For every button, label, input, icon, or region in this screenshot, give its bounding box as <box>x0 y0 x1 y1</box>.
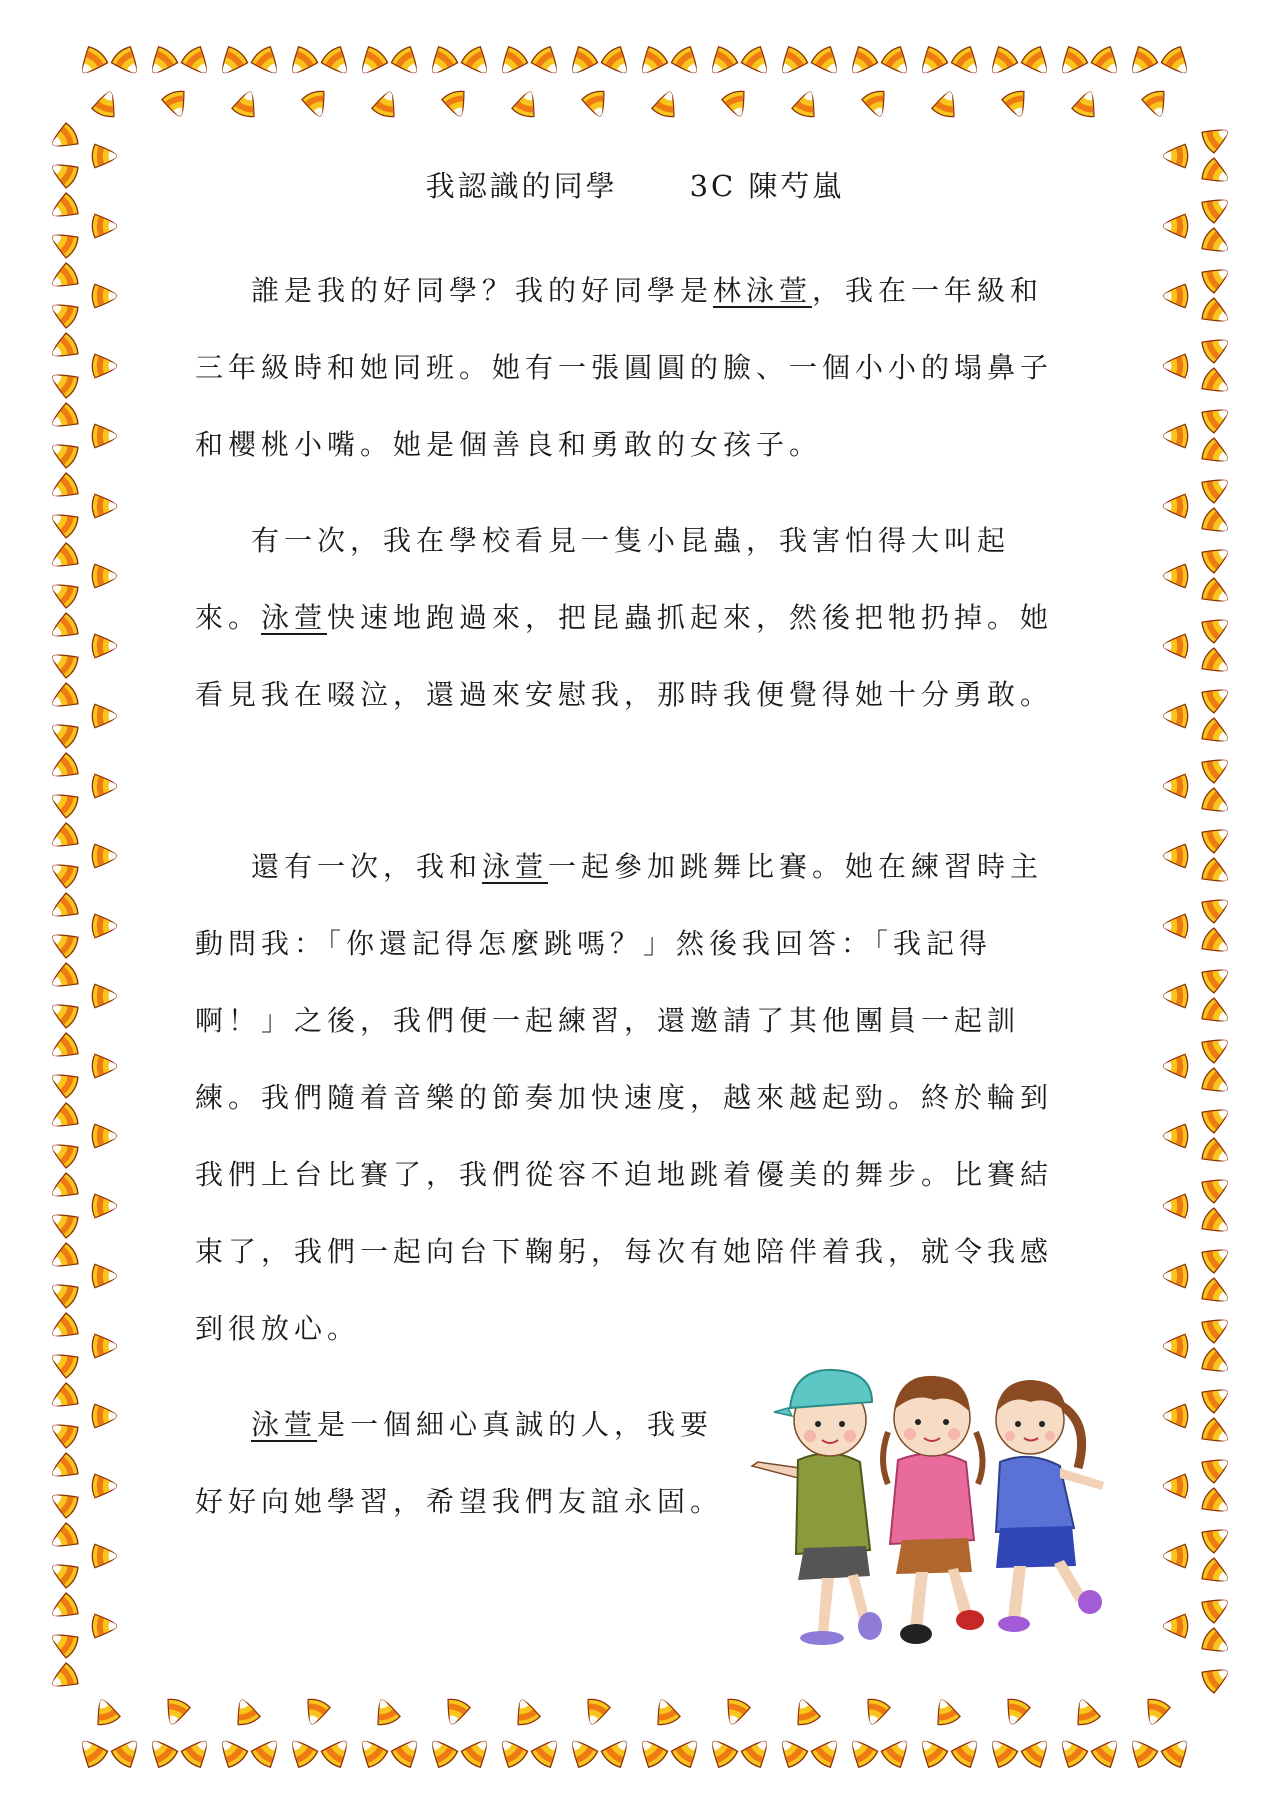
candy-corn-icon <box>47 682 80 715</box>
candy-corn-icon <box>1200 891 1233 924</box>
candy-corn-icon <box>1160 1734 1195 1770</box>
candy-corn-icon <box>92 914 116 937</box>
candy-corn-icon <box>92 354 116 377</box>
candy-corn-icon <box>91 1696 121 1727</box>
candy-corn-icon <box>47 542 80 575</box>
girl-with-ponytail <box>996 1380 1104 1632</box>
candy-corn-icon <box>92 774 116 797</box>
candy-corn-icon <box>92 1404 116 1427</box>
candy-corn-icon <box>1163 144 1187 167</box>
candy-corn-icon <box>1200 1627 1233 1660</box>
candy-corn-icon <box>92 1334 116 1357</box>
candy-corn-icon <box>704 45 739 81</box>
candy-corn-icon <box>1163 284 1187 307</box>
candy-corn-icon <box>47 1662 80 1695</box>
girl-with-braids <box>883 1376 984 1644</box>
essay-author: 3C 陳芍嵐 <box>689 169 845 203</box>
candy-corn-icon <box>1163 1124 1187 1147</box>
candy-corn-icon <box>1001 1697 1031 1728</box>
candy-corn-icon <box>1124 45 1159 81</box>
candy-corn-icon <box>47 122 80 155</box>
candy-corn-icon <box>47 892 80 925</box>
candy-corn-icon <box>1163 914 1187 937</box>
candy-corn-icon <box>670 45 705 81</box>
candy-corn-icon <box>161 89 191 120</box>
candy-corn-icon <box>1090 45 1125 81</box>
candy-corn-icon <box>1200 437 1233 470</box>
candy-corn-icon <box>1200 857 1233 890</box>
candy-corn-icon <box>47 1276 80 1309</box>
candy-corn-icon <box>47 402 80 435</box>
paragraph-text: 誰是我的好同學？我的好同學是 <box>251 274 714 307</box>
candy-corn-icon <box>1200 997 1233 1030</box>
candy-corn-icon <box>144 1734 179 1770</box>
candy-corn-icon <box>1200 1591 1233 1624</box>
candy-corn-icon <box>1200 297 1233 330</box>
candy-corn-icon <box>92 984 116 1007</box>
essay-title-line <box>195 169 1075 203</box>
candy-corn-icon <box>774 1734 809 1770</box>
candy-corn-icon <box>214 1734 249 1770</box>
candy-corn-icon <box>1200 471 1233 504</box>
candy-corn-icon <box>1200 1207 1233 1240</box>
underlined-name: 泳萱 <box>482 850 549 883</box>
candy-corn-icon <box>1200 611 1233 644</box>
candy-corn-icon <box>92 424 116 447</box>
candy-corn-icon <box>1200 157 1233 190</box>
candy-corn-icon <box>880 45 915 81</box>
candy-corn-icon <box>1200 1417 1233 1450</box>
candy-corn-icon <box>47 786 80 819</box>
candy-corn-icon <box>47 1556 80 1589</box>
candy-corn-icon <box>47 1242 80 1275</box>
candy-corn-icon <box>320 1734 355 1770</box>
candy-corn-icon <box>92 494 116 517</box>
candy-corn-icon <box>1163 704 1187 727</box>
candy-corn-icon <box>47 332 80 365</box>
underlined-name: 林泳萱 <box>713 274 813 307</box>
paragraph-text: 是一個細心真誠的人，我要好好向她學習，希望我們友誼永固。 <box>195 1408 724 1518</box>
candy-corn-icon <box>721 1697 751 1728</box>
candy-corn-icon <box>1163 494 1187 517</box>
candy-corn-icon <box>1200 577 1233 610</box>
candy-corn-icon <box>1200 1137 1233 1170</box>
candy-corn-icon <box>1200 681 1233 714</box>
candy-corn-icon <box>92 844 116 867</box>
candy-corn-icon <box>371 88 401 119</box>
candy-corn-icon <box>47 226 80 259</box>
candy-corn-icon <box>1200 331 1233 364</box>
paragraph-text: ，我在一年級和三年級時和她同班。她有一張圓圓的臉、一個小小的塌鼻子和櫻桃小嘴。她是個善良和勇敢的女孩子。 <box>195 274 1054 461</box>
candy-corn-icon <box>810 1734 845 1770</box>
candy-corn-icon <box>110 45 145 81</box>
candy-corn-icon <box>47 1312 80 1345</box>
candy-corn-icon <box>92 704 116 727</box>
candy-corn-icon <box>1200 401 1233 434</box>
candy-corn-icon <box>110 1734 145 1770</box>
candy-corn-icon <box>284 45 319 81</box>
candy-corn-icon <box>47 1416 80 1449</box>
candy-corn-icon <box>47 506 80 539</box>
candy-corn-icon <box>564 45 599 81</box>
candy-corn-icon <box>581 89 611 120</box>
candy-corn-icon <box>704 1734 739 1770</box>
candy-corn-icon <box>74 45 109 81</box>
candy-corn-icon <box>600 45 635 81</box>
candy-corn-icon <box>1163 214 1187 237</box>
candy-corn-icon <box>47 716 80 749</box>
candy-corn-icon <box>1200 191 1233 224</box>
candy-corn-icon <box>47 1346 80 1379</box>
candy-corn-icon <box>47 1486 80 1519</box>
candy-corn-icon <box>1163 774 1187 797</box>
candy-corn-icon <box>47 1172 80 1205</box>
candy-corn-icon <box>1200 121 1233 154</box>
candy-corn-icon <box>47 1592 80 1625</box>
candy-corn-icon <box>1200 927 1233 960</box>
candy-corn-icon <box>1200 1661 1233 1694</box>
candy-corn-icon <box>1163 564 1187 587</box>
candy-corn-icon <box>161 1697 191 1728</box>
candy-corn-icon <box>1071 1696 1101 1727</box>
candy-corn-icon <box>47 996 80 1029</box>
candy-corn-icon <box>600 1734 635 1770</box>
candy-corn-icon <box>1163 424 1187 447</box>
candy-corn-icon <box>92 214 116 237</box>
candy-corn-icon <box>47 1382 80 1415</box>
candy-corn-icon <box>1200 1277 1233 1310</box>
candy-corn-icon <box>791 1696 821 1727</box>
candy-corn-icon <box>92 1054 116 1077</box>
candy-corn-icon <box>1141 89 1171 120</box>
candy-corn-icon <box>914 45 949 81</box>
candy-corn-icon <box>354 45 389 81</box>
candy-corn-icon <box>880 1734 915 1770</box>
paragraph-1 <box>195 252 1065 483</box>
candy-corn-icon <box>92 564 116 587</box>
candy-corn-icon <box>530 1734 565 1770</box>
candy-corn-icon <box>1020 45 1055 81</box>
candy-corn-icon <box>1200 961 1233 994</box>
paragraph-3 <box>195 828 1065 1367</box>
candy-corn-icon <box>460 1734 495 1770</box>
candy-corn-icon <box>47 646 80 679</box>
candy-corn-icon <box>47 156 80 189</box>
candy-corn-icon <box>1054 1734 1089 1770</box>
candy-corn-icon <box>1200 821 1233 854</box>
candy-corn-icon <box>1200 647 1233 680</box>
candy-corn-icon <box>1163 844 1187 867</box>
candy-corn-icon <box>861 1697 891 1728</box>
candy-corn-icon <box>634 1734 669 1770</box>
candy-corn-icon <box>1163 1264 1187 1287</box>
candy-corn-icon <box>47 262 80 295</box>
candy-corn-icon <box>354 1734 389 1770</box>
candy-corn-icon <box>1200 541 1233 574</box>
candy-corn-icon <box>1163 1054 1187 1077</box>
candy-corn-icon <box>670 1734 705 1770</box>
candy-corn-icon <box>1200 717 1233 750</box>
candy-corn-icon <box>1200 1031 1233 1064</box>
candy-corn-icon <box>460 45 495 81</box>
candy-corn-icon <box>47 1032 80 1065</box>
candy-corn-icon <box>1163 634 1187 657</box>
candy-corn-icon <box>1001 89 1031 120</box>
candy-corn-icon <box>47 1102 80 1135</box>
candy-corn-icon <box>511 1696 541 1727</box>
candy-corn-icon <box>47 366 80 399</box>
candy-corn-icon <box>371 1696 401 1727</box>
candy-corn-icon <box>214 45 249 81</box>
candy-corn-icon <box>47 296 80 329</box>
paragraph-text: 一起參加跳舞比賽。她在練習時主動問我：「你還記得怎麼跳嗎？」然後我回答：「我記得啊！」之後，我們便一起練習，還邀請了其他團員一起訓練。我們隨着音樂的節奏加快速度，越來越起勁。終於輪到我們上台比賽了，我們從容不迫地跳着優美的舞步。比賽結束了，我們一起向台下鞠躬，每次有她陪伴着我，就令我感到很放心。 <box>195 850 1054 1345</box>
candy-corn-icon <box>47 926 80 959</box>
candy-corn-icon <box>1200 1521 1233 1554</box>
candy-corn-icon <box>844 1734 879 1770</box>
candy-corn-icon <box>47 752 80 785</box>
candy-corn-icon <box>564 1734 599 1770</box>
candy-corn-icon <box>47 612 80 645</box>
candy-corn-icon <box>47 1522 80 1555</box>
candy-corn-icon <box>984 45 1019 81</box>
candy-corn-icon <box>284 1734 319 1770</box>
candy-corn-icon <box>1163 1194 1187 1217</box>
candy-corn-icon <box>91 88 121 119</box>
candy-corn-icon <box>92 1614 116 1637</box>
candy-corn-icon <box>231 88 261 119</box>
candy-corn-icon <box>634 45 669 81</box>
candy-corn-icon <box>92 1544 116 1567</box>
candy-corn-icon <box>180 1734 215 1770</box>
candy-corn-icon <box>1163 354 1187 377</box>
candy-corn-icon <box>47 576 80 609</box>
candy-corn-icon <box>250 1734 285 1770</box>
candy-corn-icon <box>931 88 961 119</box>
candy-corn-icon <box>1200 261 1233 294</box>
candy-corn-icon <box>47 436 80 469</box>
candy-corn-icon <box>530 45 565 81</box>
candy-corn-icon <box>92 1264 116 1287</box>
children-walking-illustration <box>738 1350 1168 1650</box>
candy-corn-icon <box>1200 787 1233 820</box>
candy-corn-icon <box>1071 88 1101 119</box>
candy-corn-icon <box>92 1474 116 1497</box>
candy-corn-icon <box>581 1697 611 1728</box>
candy-corn-icon <box>92 144 116 167</box>
candy-corn-icon <box>92 1124 116 1147</box>
candy-corn-icon <box>47 1066 80 1099</box>
candy-corn-icon <box>1200 1347 1233 1380</box>
candy-corn-icon <box>810 45 845 81</box>
candy-corn-icon <box>984 1734 1019 1770</box>
candy-corn-icon <box>47 1136 80 1169</box>
paragraph-2 <box>195 502 1065 733</box>
candy-corn-icon <box>1054 45 1089 81</box>
candy-corn-icon <box>914 1734 949 1770</box>
candy-corn-icon <box>1200 1311 1233 1344</box>
candy-corn-icon <box>92 1194 116 1217</box>
candy-corn-icon <box>47 1206 80 1239</box>
candy-corn-icon <box>1160 45 1195 81</box>
candy-corn-icon <box>390 1734 425 1770</box>
candy-corn-icon <box>774 45 809 81</box>
candy-corn-icon <box>494 45 529 81</box>
candy-corn-icon <box>1090 1734 1125 1770</box>
candy-corn-icon <box>861 89 891 120</box>
candy-corn-icon <box>47 472 80 505</box>
candy-corn-icon <box>231 1696 261 1727</box>
candy-corn-icon <box>1200 367 1233 400</box>
candy-corn-icon <box>320 45 355 81</box>
candy-corn-icon <box>47 1626 80 1659</box>
candy-corn-icon <box>1200 1101 1233 1134</box>
candy-corn-icon <box>651 1696 681 1727</box>
candy-corn-icon <box>1163 984 1187 1007</box>
candy-corn-icon <box>740 1734 775 1770</box>
candy-corn-icon <box>92 634 116 657</box>
candy-corn-icon <box>1200 751 1233 784</box>
candy-corn-icon <box>740 45 775 81</box>
candy-corn-icon <box>1020 1734 1055 1770</box>
candy-corn-icon <box>441 1697 471 1728</box>
candy-corn-icon <box>390 45 425 81</box>
candy-corn-icon <box>47 962 80 995</box>
underlined-name: 泳萱 <box>251 1408 318 1441</box>
candy-corn-icon <box>511 88 541 119</box>
candy-corn-icon <box>47 1452 80 1485</box>
candy-corn-icon <box>1200 507 1233 540</box>
candy-corn-icon <box>92 284 116 307</box>
candy-corn-icon <box>1141 1697 1171 1728</box>
candy-corn-icon <box>74 1734 109 1770</box>
candy-corn-icon <box>950 1734 985 1770</box>
paragraph-text: 快速地跑過來，把昆蟲抓起來，然後把牠扔掉。她看見我在啜泣，還過來安慰我，那時我便覺得她十分勇敢。 <box>195 601 1054 711</box>
candy-corn-icon <box>47 822 80 855</box>
candy-corn-icon <box>1200 227 1233 260</box>
candy-corn-icon <box>721 89 751 120</box>
essay-title: 我認識的同學 <box>425 169 618 203</box>
candy-corn-icon <box>47 856 80 889</box>
candy-corn-icon <box>301 89 331 120</box>
candy-corn-icon <box>1200 1241 1233 1274</box>
candy-corn-icon <box>424 45 459 81</box>
candy-corn-icon <box>47 192 80 225</box>
paragraph-4 <box>195 1386 725 1540</box>
paragraph-text: 還有一次，我和 <box>251 850 483 883</box>
candy-corn-icon <box>144 45 179 81</box>
candy-corn-icon <box>301 1697 331 1728</box>
candy-corn-icon <box>1200 1451 1233 1484</box>
girl-with-cap <box>752 1370 882 1645</box>
candy-corn-icon <box>1200 1067 1233 1100</box>
candy-corn-icon <box>180 45 215 81</box>
candy-corn-icon <box>651 88 681 119</box>
candy-corn-icon <box>791 88 821 119</box>
candy-corn-icon <box>1200 1381 1233 1414</box>
candy-corn-icon <box>441 89 471 120</box>
candy-corn-icon <box>424 1734 459 1770</box>
candy-corn-icon <box>844 45 879 81</box>
candy-corn-icon <box>1124 1734 1159 1770</box>
candy-corn-icon <box>1200 1171 1233 1204</box>
candy-corn-icon <box>931 1696 961 1727</box>
candy-corn-icon <box>950 45 985 81</box>
candy-corn-icon <box>250 45 285 81</box>
candy-corn-icon <box>494 1734 529 1770</box>
candy-corn-icon <box>1200 1557 1233 1590</box>
paragraph-text: 有一次，我在學校看見一隻小昆蟲，我害怕得大叫起來。 <box>195 524 1011 634</box>
candy-corn-icon <box>1200 1487 1233 1520</box>
underlined-name: 泳萱 <box>261 601 328 634</box>
